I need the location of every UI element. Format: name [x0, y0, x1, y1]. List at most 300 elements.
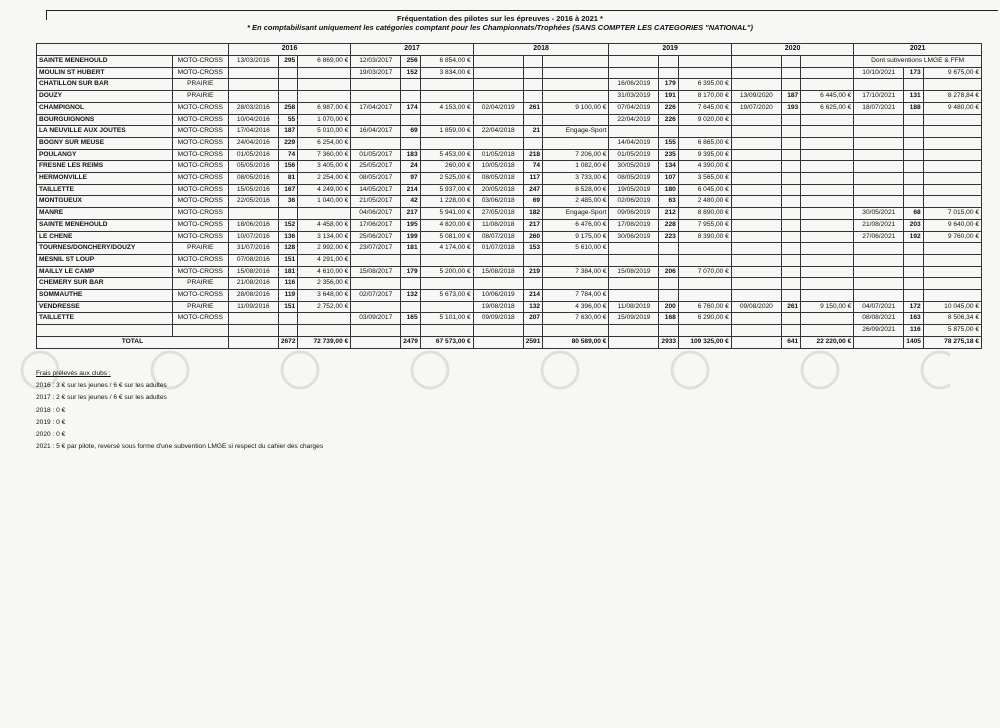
- total-pilots: 2672: [278, 336, 297, 348]
- pilot-count: [659, 67, 678, 79]
- amount: [678, 126, 731, 138]
- table-row: [37, 114, 982, 126]
- amount: [923, 137, 981, 149]
- pilot-count: [781, 126, 800, 138]
- amount: 7 070,00 €: [678, 266, 731, 278]
- pilot-count: [781, 184, 800, 196]
- discipline: MOTO-CROSS: [172, 173, 228, 185]
- amount: [801, 278, 854, 290]
- pilot-count: [904, 196, 923, 208]
- total-blank: [473, 336, 523, 348]
- event-date: [609, 254, 659, 266]
- event-date: [731, 278, 781, 290]
- pilot-count: [781, 231, 800, 243]
- pilot-count: [659, 325, 678, 337]
- pilot-count: [904, 161, 923, 173]
- table-row: [37, 67, 982, 79]
- pilot-count: [781, 208, 800, 220]
- pilot-count: [781, 149, 800, 161]
- amount: 8 890,00 €: [678, 208, 731, 220]
- event-date: 02/04/2019: [473, 102, 523, 114]
- pilot-count: [904, 184, 923, 196]
- amount: [801, 196, 854, 208]
- discipline: PRAIRIE: [172, 243, 228, 255]
- event-date: 07/04/2019: [609, 102, 659, 114]
- amount: 8 390,00 €: [678, 231, 731, 243]
- amount: 4 458,00 €: [298, 219, 351, 231]
- event-date: [854, 266, 904, 278]
- discipline: PRAIRIE: [172, 278, 228, 290]
- pilot-count: 181: [401, 243, 420, 255]
- pilot-count: 81: [278, 173, 297, 185]
- pilot-count: 155: [659, 137, 678, 149]
- event-date: 01/05/2019: [609, 149, 659, 161]
- event-date: [854, 243, 904, 255]
- amount: 7 645,00 €: [678, 102, 731, 114]
- amount: 9 100,00 €: [543, 102, 609, 114]
- pilot-count: [659, 290, 678, 302]
- amount: 2 992,00 €: [298, 243, 351, 255]
- venue-name: CHEMERY SUR BAR: [37, 278, 173, 290]
- pilot-count: 207: [523, 313, 542, 325]
- venue-name: MANRE: [37, 208, 173, 220]
- total-row: [37, 336, 982, 348]
- event-date: 12/03/2017: [351, 56, 401, 68]
- event-date: [473, 254, 523, 266]
- discipline: MOTO-CROSS: [172, 290, 228, 302]
- event-date: [854, 137, 904, 149]
- amount: 3 134,00 €: [298, 231, 351, 243]
- event-date: 11/08/2019: [609, 301, 659, 313]
- event-date: 30/05/2021: [854, 208, 904, 220]
- event-date: 21/08/2016: [228, 278, 278, 290]
- event-date: [351, 301, 401, 313]
- event-date: [854, 290, 904, 302]
- venue-name: BOURGUIGNONS: [37, 114, 173, 126]
- amount: 3 648,00 €: [298, 290, 351, 302]
- amount: 7 360,00 €: [298, 149, 351, 161]
- event-date: 17/10/2021: [854, 91, 904, 103]
- event-date: [731, 290, 781, 302]
- amount: [420, 79, 473, 91]
- amount: 6 865,00 €: [678, 137, 731, 149]
- event-date: 21/08/2021: [854, 219, 904, 231]
- amount: 9 760,00 €: [923, 231, 981, 243]
- venue-name: SAINTE MENEHOULD: [37, 219, 173, 231]
- venue-name: DOUZY: [37, 91, 173, 103]
- amount: [543, 79, 609, 91]
- amount: [923, 266, 981, 278]
- amount: 7 384,00 €: [543, 266, 609, 278]
- amount: [801, 56, 854, 68]
- event-date: [609, 56, 659, 68]
- amount: [801, 243, 854, 255]
- pilot-count: [401, 325, 420, 337]
- table-row: [37, 91, 982, 103]
- pilot-count: [659, 56, 678, 68]
- amount: 7 955,00 €: [678, 219, 731, 231]
- event-date: 23/07/2017: [351, 243, 401, 255]
- event-date: [731, 137, 781, 149]
- amount: [801, 184, 854, 196]
- amount: 6 476,00 €: [543, 219, 609, 231]
- amount: [801, 79, 854, 91]
- venue-name: FRESNE LES REIMS: [37, 161, 173, 173]
- event-date: [351, 114, 401, 126]
- amount: 5 610,00 €: [543, 243, 609, 255]
- event-date: 02/07/2017: [351, 290, 401, 302]
- amount: [543, 67, 609, 79]
- table-row: [37, 231, 982, 243]
- amount: [801, 114, 854, 126]
- event-date: [473, 91, 523, 103]
- pilot-count: [781, 325, 800, 337]
- pilot-count: [523, 254, 542, 266]
- pilot-count: 217: [523, 219, 542, 231]
- amount: [543, 278, 609, 290]
- total-amount: 78 275,18 €: [923, 336, 981, 348]
- discipline: PRAIRIE: [172, 79, 228, 91]
- pilot-count: [904, 173, 923, 185]
- pilot-count: [659, 254, 678, 266]
- pilot-count: 187: [781, 91, 800, 103]
- event-date: [854, 184, 904, 196]
- event-date: [228, 79, 278, 91]
- year-header: 2021: [854, 44, 982, 56]
- pilot-count: [781, 161, 800, 173]
- event-date: 08/05/2016: [228, 173, 278, 185]
- pilot-count: [904, 254, 923, 266]
- event-date: [731, 219, 781, 231]
- pilot-count: 188: [904, 102, 923, 114]
- amount: 8 528,00 €: [543, 184, 609, 196]
- pilot-count: [781, 243, 800, 255]
- event-date: 07/08/2016: [228, 254, 278, 266]
- table-row: [37, 254, 982, 266]
- notes-line: 2019 : 0 €: [36, 418, 66, 426]
- pilot-count: [401, 254, 420, 266]
- pilot-count: 229: [278, 137, 297, 149]
- amount: 7 630,00 €: [543, 313, 609, 325]
- year-header: 2020: [731, 44, 853, 56]
- discipline: MOTO-CROSS: [172, 149, 228, 161]
- amount: 6 395,00 €: [678, 79, 731, 91]
- venue-name: TAILLETTE: [37, 313, 173, 325]
- pilot-count: [904, 290, 923, 302]
- event-date: 26/09/2021: [854, 325, 904, 337]
- event-date: [731, 254, 781, 266]
- pilot-count: 206: [659, 266, 678, 278]
- event-date: [228, 208, 278, 220]
- event-date: [473, 114, 523, 126]
- amount: [801, 313, 854, 325]
- venue-name: CHATILLON SUR BAR: [37, 79, 173, 91]
- event-date: [228, 91, 278, 103]
- event-date: 08/05/2017: [351, 173, 401, 185]
- pilot-count: [781, 137, 800, 149]
- amount: 4 153,00 €: [420, 102, 473, 114]
- amount: 1 228,00 €: [420, 196, 473, 208]
- pilot-count: 256: [401, 56, 420, 68]
- event-date: [609, 243, 659, 255]
- event-date: 31/03/2019: [609, 91, 659, 103]
- amount: [801, 290, 854, 302]
- pilot-count: 97: [401, 173, 420, 185]
- event-date: 01/05/2017: [351, 149, 401, 161]
- table-row: [37, 149, 982, 161]
- amount: 4 249,00 €: [298, 184, 351, 196]
- event-date: 22/05/2016: [228, 196, 278, 208]
- event-date: 22/04/2018: [473, 126, 523, 138]
- amount: 4 610,00 €: [298, 266, 351, 278]
- amount: [801, 219, 854, 231]
- event-date: [731, 56, 781, 68]
- pilot-count: [401, 79, 420, 91]
- pilot-count: 179: [659, 79, 678, 91]
- amount: [298, 208, 351, 220]
- pilot-count: [781, 56, 800, 68]
- amount: Engage-Sport: [543, 208, 609, 220]
- amount: 7 015,00 €: [923, 208, 981, 220]
- pilot-count: [781, 290, 800, 302]
- amount: [298, 91, 351, 103]
- venue-name: HERMONVILLE: [37, 173, 173, 185]
- pilot-count: [781, 114, 800, 126]
- event-date: 19/05/2019: [609, 184, 659, 196]
- table-row: [37, 243, 982, 255]
- amount: 3 565,00 €: [678, 173, 731, 185]
- pilot-count: [523, 79, 542, 91]
- amount: [420, 114, 473, 126]
- pilot-count: 107: [659, 173, 678, 185]
- venue-name: LE CHENE: [37, 231, 173, 243]
- pilot-count: 55: [278, 114, 297, 126]
- event-date: [854, 149, 904, 161]
- pilot-count: [278, 91, 297, 103]
- discipline: MOTO-CROSS: [172, 126, 228, 138]
- total-pilots: 2479: [401, 336, 420, 348]
- total-label: TOTAL: [37, 336, 229, 348]
- event-date: 15/08/2017: [351, 266, 401, 278]
- table-row: [37, 313, 982, 325]
- total-blank: [731, 336, 781, 348]
- amount: 5 937,00 €: [420, 184, 473, 196]
- pilot-count: 218: [523, 149, 542, 161]
- amount: [420, 301, 473, 313]
- venue-name: MESNIL ST LOUP: [37, 254, 173, 266]
- amount: [801, 161, 854, 173]
- amount: [298, 313, 351, 325]
- total-pilots: 1405: [904, 336, 923, 348]
- notes-line: 2016 : 3 € sur les jeunes / 6 € sur les adultes: [36, 382, 167, 390]
- pilot-count: 132: [401, 290, 420, 302]
- amount: 2 525,00 €: [420, 173, 473, 185]
- amount: [678, 290, 731, 302]
- total-amount: 80 589,00 €: [543, 336, 609, 348]
- pilot-count: 21: [523, 126, 542, 138]
- event-date: [609, 67, 659, 79]
- header-blank: [37, 44, 229, 56]
- amount: [801, 266, 854, 278]
- table-row: [37, 266, 982, 278]
- table-row: [37, 301, 982, 313]
- amount: 5 081,00 €: [420, 231, 473, 243]
- event-date: [228, 325, 278, 337]
- amount: 1 040,00 €: [298, 196, 351, 208]
- pilot-count: 151: [278, 254, 297, 266]
- amount: 7 206,00 €: [543, 149, 609, 161]
- pilot-count: [781, 254, 800, 266]
- event-date: [473, 67, 523, 79]
- discipline: MOTO-CROSS: [172, 266, 228, 278]
- event-date: 03/06/2018: [473, 196, 523, 208]
- discipline: PRAIRIE: [172, 301, 228, 313]
- amount: [923, 196, 981, 208]
- event-date: [854, 278, 904, 290]
- event-date: 21/05/2017: [351, 196, 401, 208]
- amount: 3 834,00 €: [420, 67, 473, 79]
- table-row: [37, 137, 982, 149]
- event-date: 05/05/2016: [228, 161, 278, 173]
- amount: 6 045,00 €: [678, 184, 731, 196]
- pilot-count: 247: [523, 184, 542, 196]
- event-date: 09/09/2018: [473, 313, 523, 325]
- amount: [923, 79, 981, 91]
- event-date: 08/05/2018: [473, 173, 523, 185]
- amount: 5 941,00 €: [420, 208, 473, 220]
- notes-line: 2020 : 0 €: [36, 431, 66, 439]
- pilot-count: 219: [523, 266, 542, 278]
- amount: 6 445,00 €: [801, 91, 854, 103]
- amount: [801, 173, 854, 185]
- pilot-count: 156: [278, 161, 297, 173]
- event-date: 15/05/2016: [228, 184, 278, 196]
- pilot-count: [523, 67, 542, 79]
- pilot-count: 132: [523, 301, 542, 313]
- pilot-count: [523, 114, 542, 126]
- pilot-count: 128: [278, 243, 297, 255]
- total-pilots: 641: [781, 336, 800, 348]
- pilot-count: [781, 79, 800, 91]
- discipline: MOTO-CROSS: [172, 67, 228, 79]
- event-date: 18/06/2016: [228, 219, 278, 231]
- pilot-count: 187: [278, 126, 297, 138]
- event-date: 02/06/2019: [609, 196, 659, 208]
- amount: 9 395,00 €: [678, 149, 731, 161]
- discipline: MOTO-CROSS: [172, 137, 228, 149]
- venue-name: POULANGY: [37, 149, 173, 161]
- discipline: [172, 325, 228, 337]
- event-date: 11/08/2018: [473, 219, 523, 231]
- event-date: [473, 325, 523, 337]
- amount: Engage-Sport: [543, 126, 609, 138]
- pilot-count: 192: [904, 231, 923, 243]
- event-date: [351, 325, 401, 337]
- amount: [923, 243, 981, 255]
- event-date: [351, 91, 401, 103]
- table-row: [37, 79, 982, 91]
- amount: [678, 56, 731, 68]
- total-pilots: 2591: [523, 336, 542, 348]
- discipline: MOTO-CROSS: [172, 102, 228, 114]
- venue-name: TAILLETTE: [37, 184, 173, 196]
- amount: [923, 184, 981, 196]
- amount: [923, 161, 981, 173]
- amount: [801, 325, 854, 337]
- event-date: [731, 313, 781, 325]
- total-amount: 67 573,00 €: [420, 336, 473, 348]
- discipline: MOTO-CROSS: [172, 114, 228, 126]
- pilot-count: 69: [401, 126, 420, 138]
- event-date: 27/05/2018: [473, 208, 523, 220]
- notes-line: 2017 : 2 € sur les jeunes / 6 € sur les adultes: [36, 394, 167, 402]
- pilot-count: 152: [278, 219, 297, 231]
- event-date: [351, 137, 401, 149]
- pilot-count: 152: [401, 67, 420, 79]
- pilot-count: [781, 313, 800, 325]
- event-date: [351, 79, 401, 91]
- pilot-count: 193: [781, 102, 800, 114]
- event-date: 13/09/2020: [731, 91, 781, 103]
- pilot-count: [904, 126, 923, 138]
- amount: [923, 290, 981, 302]
- venue-name: CHAMPIGNOL: [37, 102, 173, 114]
- amount: 6 760,00 €: [678, 301, 731, 313]
- pilot-count: 163: [904, 313, 923, 325]
- pilot-count: [781, 67, 800, 79]
- pilot-count: [401, 278, 420, 290]
- pilot-count: 74: [278, 149, 297, 161]
- event-date: 30/06/2019: [609, 231, 659, 243]
- year-header: 2019: [609, 44, 731, 56]
- pilot-count: 117: [523, 173, 542, 185]
- event-date: 11/09/2016: [228, 301, 278, 313]
- pilot-count: [904, 278, 923, 290]
- amount: 2 485,00 €: [543, 196, 609, 208]
- event-date: 03/09/2017: [351, 313, 401, 325]
- pilot-count: 179: [401, 266, 420, 278]
- pilot-count: 136: [278, 231, 297, 243]
- amount: [420, 137, 473, 149]
- event-date: [731, 266, 781, 278]
- pilot-count: 74: [523, 161, 542, 173]
- pilot-count: [781, 196, 800, 208]
- event-date: 10/10/2021: [854, 67, 904, 79]
- venue-name: MOULIN ST HUBERT: [37, 67, 173, 79]
- event-date: [731, 231, 781, 243]
- discipline: PRAIRIE: [172, 91, 228, 103]
- event-date: [609, 278, 659, 290]
- amount: [801, 126, 854, 138]
- event-date: [228, 67, 278, 79]
- amount: [923, 126, 981, 138]
- pilot-count: 68: [904, 208, 923, 220]
- event-date: 25/05/2017: [351, 161, 401, 173]
- event-date: [473, 56, 523, 68]
- amount: [923, 173, 981, 185]
- pilot-count: 24: [401, 161, 420, 173]
- venue-name: [37, 325, 173, 337]
- amount: 4 820,00 €: [420, 219, 473, 231]
- amount: [420, 278, 473, 290]
- event-date: 27/06/2021: [854, 231, 904, 243]
- event-date: 17/04/2016: [228, 126, 278, 138]
- total-blank: [228, 336, 278, 348]
- event-date: [731, 325, 781, 337]
- event-date: [228, 313, 278, 325]
- event-date: 31/07/2016: [228, 243, 278, 255]
- pilot-count: 261: [781, 301, 800, 313]
